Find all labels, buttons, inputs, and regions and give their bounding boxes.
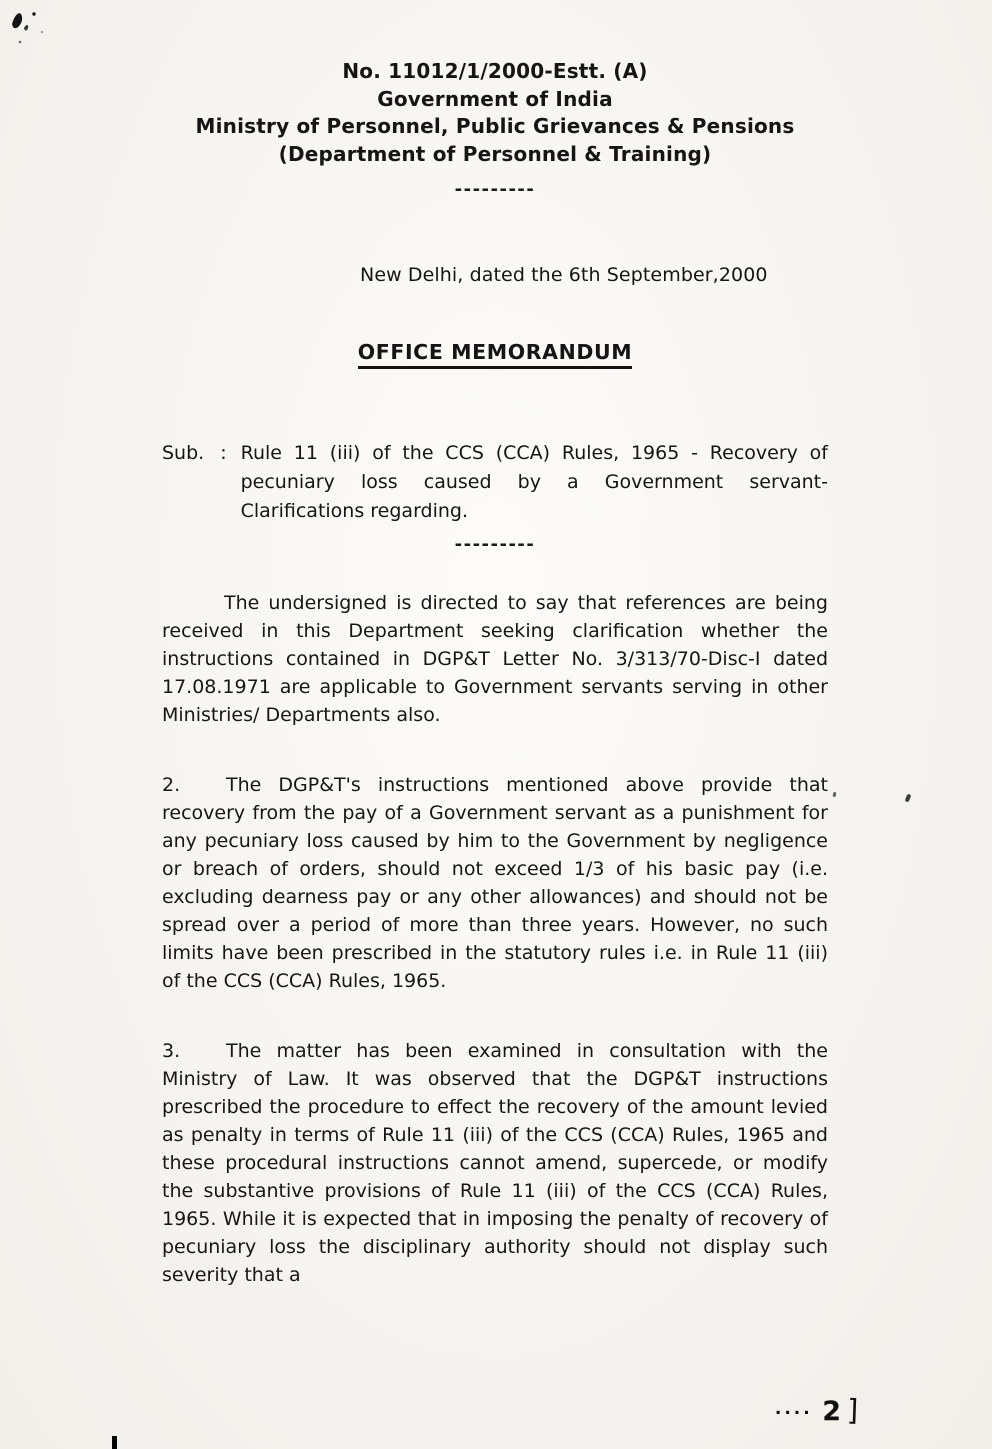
dashed-divider-top: --------- xyxy=(454,179,536,200)
paragraph-2-number: 2. xyxy=(162,773,181,796)
subject-block xyxy=(162,439,828,526)
paragraph-1: The undersigned is directed to say that references are being received in this Department seeking clarification whether the instructions contained in DGP&T Letter No. 3/313/70-Disc-I dated 17.08.1971 are applicable to Government servants serving in other Ministries/ Departments also. xyxy=(162,591,828,726)
page-number-dots: .... xyxy=(774,1399,813,1419)
ink-mark xyxy=(4,2,60,58)
paragraph-2 xyxy=(162,771,828,995)
subject-separator: : xyxy=(220,441,227,464)
reference-number: No. 11012/1/2000-Estt. (A) xyxy=(342,59,648,83)
document-title xyxy=(162,340,828,369)
scan-edge-artifact xyxy=(112,1436,117,1449)
document-title-text: OFFICE MEMORANDUM xyxy=(358,340,633,369)
paragraph-3-number: 3. xyxy=(162,1039,181,1062)
scan-artifact xyxy=(832,792,836,798)
scan-artifact xyxy=(905,794,912,803)
department-name: (Department of Personnel & Training) xyxy=(278,141,712,166)
page-number-value: 2 xyxy=(822,1396,842,1427)
letterhead xyxy=(162,58,828,204)
dashed-divider-subject: --------- xyxy=(454,533,536,555)
subject-label: Sub. xyxy=(162,441,205,464)
subject-text: Rule 11 (iii) of the CCS (CCA) Rules, 1965 - Recovery of pecuniary loss caused by a Government servant-Clarifications regarding. xyxy=(240,441,828,522)
document-body xyxy=(162,589,828,1289)
page-number xyxy=(775,1393,858,1427)
dateline: New Delhi, dated the 6th September,2000 xyxy=(360,263,768,286)
paragraph-3 xyxy=(162,1037,828,1289)
page-number-bracket: ] xyxy=(846,1392,859,1428)
org-name: Government of India xyxy=(377,86,613,111)
paragraph-3-text: The matter has been examined in consultation with the Ministry of Law. It was observed that the DGP&T instructions prescribed the procedure to effect the recovery of the amount levied as penalty in terms of Rule 11 (iii) of the CCS (CCA) Rules, 1965 and these procedural instructions cannot amend, supercede, or modify the substantive provisions of Rule 11 (iii) of the CCS (CCA) Rules, 1965. While it is expected that in imposing the penalty of recovery of pecuniary loss the disciplinary authority should not display such severity that a xyxy=(162,1039,828,1286)
ministry-name: Ministry of Personnel, Public Grievances & Pensions xyxy=(195,114,795,138)
paragraph-2-text: The DGP&T's instructions mentioned above provide that recovery from the pay of a Government servant as a punishment for any pecuniary loss caused by him to the Government by negligence or breach of orders, should not exceed 1/3 of his basic pay (i.e. excluding dearness pay or any other allowances) and should not be spread over a period of more than three years. However, no such limits have been prescribed in the statutory rules i.e. in Rule 11 (iii) of the CCS (CCA) Rules, 1965. xyxy=(162,773,828,992)
